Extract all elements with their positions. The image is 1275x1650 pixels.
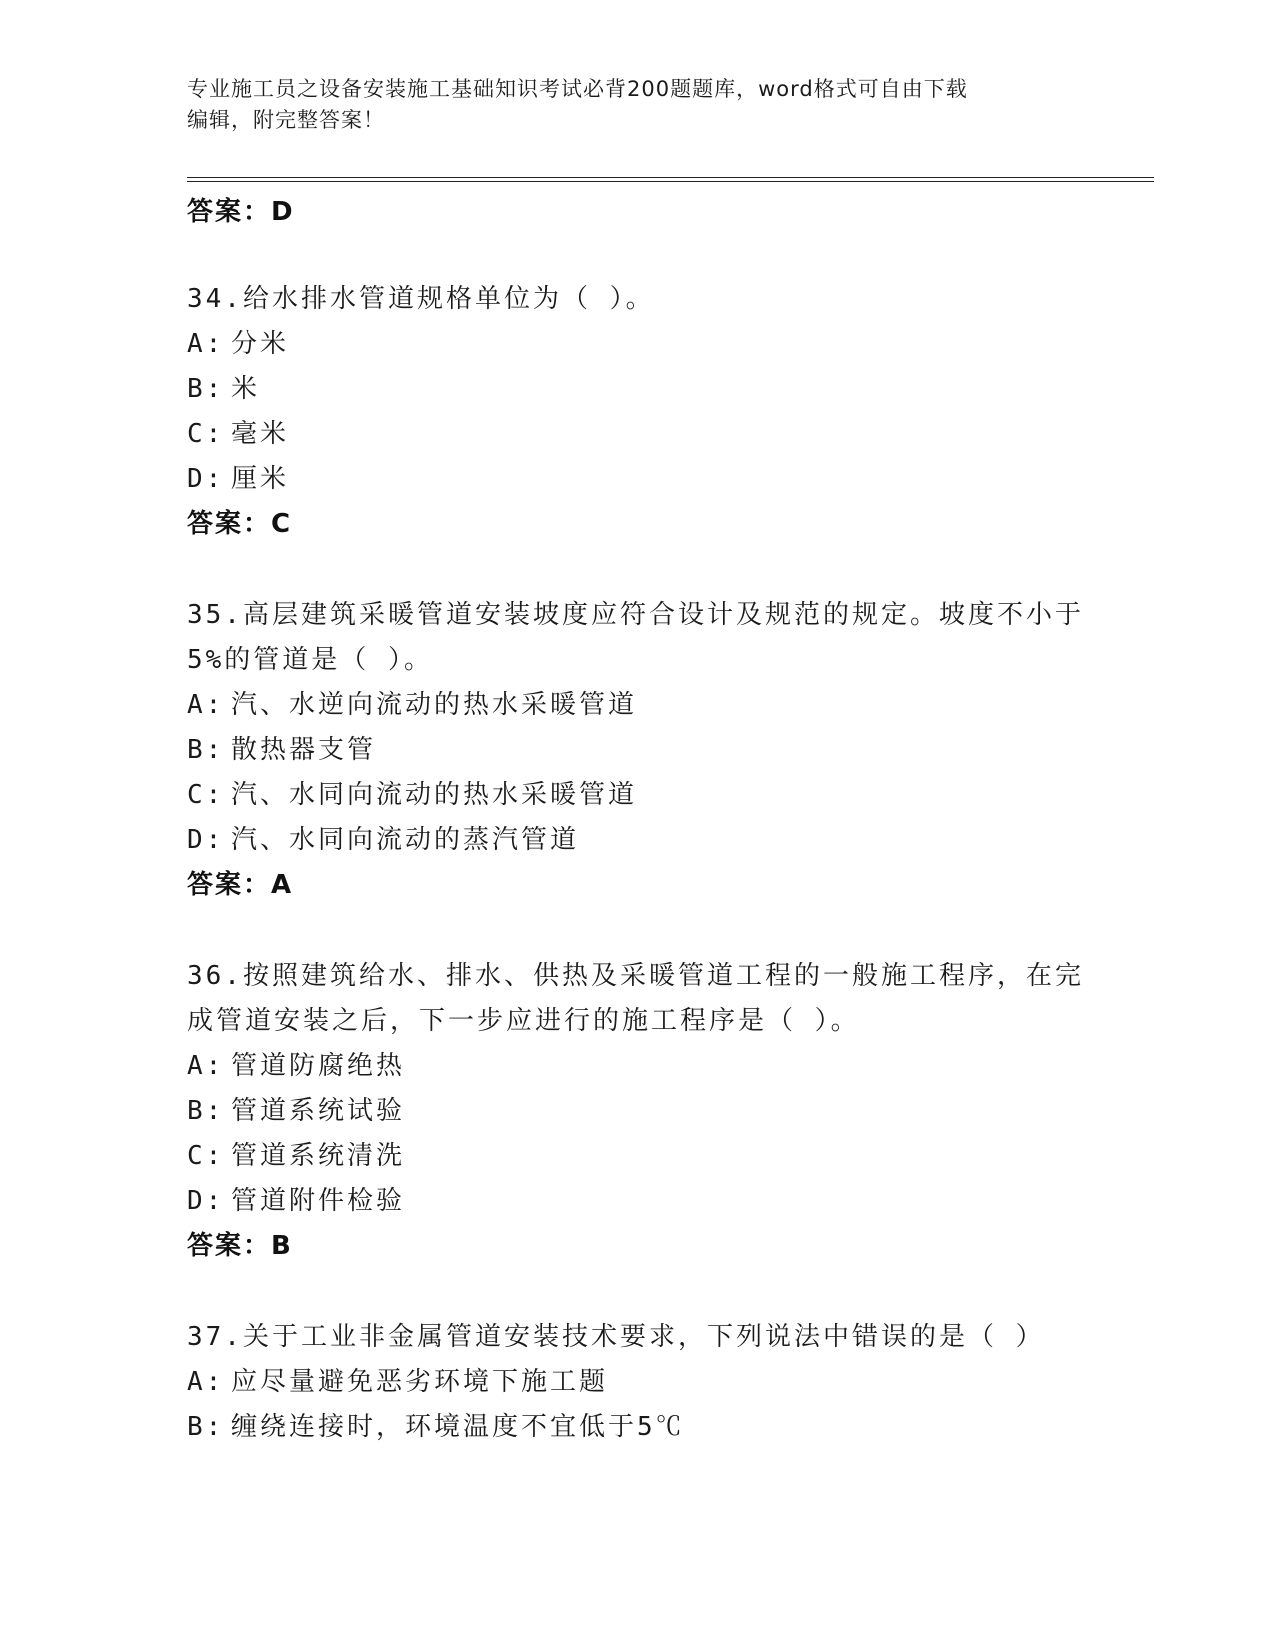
question-list: [187, 190, 1087, 1496]
question-37: [187, 1315, 1087, 1450]
question-34: [187, 277, 1087, 547]
option-text: 管道防腐绝热: [231, 1051, 406, 1081]
question-stem-continued: 成管道安装之后，下一步应进行的施工程序是（ ）。: [187, 1006, 860, 1036]
answer-label: 答案：: [187, 870, 272, 900]
option-text: 应尽量避免恶劣环境下施工题: [231, 1367, 609, 1397]
question-stem: 34.给水排水管道规格单位为（ ）。: [187, 284, 655, 314]
answer-label: 答案：: [187, 1231, 272, 1261]
header-title-line1: 专业施工员之设备安装施工基础知识考试必背200题题库，word格式可自由下载: [187, 77, 968, 101]
option-text: 分米: [231, 329, 290, 359]
option-text: 管道系统清洗: [231, 1141, 406, 1171]
answer-line: [187, 1224, 1087, 1269]
answer-value: C: [271, 509, 291, 539]
option-d: [187, 1179, 1087, 1224]
option-b: [187, 728, 1087, 773]
answer-line: [187, 502, 1087, 547]
option-key: C:: [187, 419, 225, 449]
option-a: [187, 1044, 1087, 1089]
option-key: B:: [187, 1412, 225, 1442]
option-c: [187, 412, 1087, 457]
option-a: [187, 1360, 1087, 1405]
option-text: 厘米: [231, 464, 290, 494]
option-a: [187, 322, 1087, 367]
option-c: [187, 773, 1087, 818]
answer-value: B: [271, 1231, 291, 1261]
question-stem-continued: 5%的管道是（ ）。: [187, 645, 433, 675]
header-divider: [187, 177, 1154, 182]
page-header: [187, 74, 1087, 136]
option-text: 毫米: [231, 419, 290, 449]
header-title-line2: 编辑，附完整答案！: [187, 108, 385, 132]
answer-label: 答案：: [187, 509, 272, 539]
option-text: 汽、水同向流动的蒸汽管道: [231, 825, 580, 855]
answer-line: [187, 863, 1087, 908]
option-d: [187, 818, 1087, 863]
option-c: [187, 1134, 1087, 1179]
option-key: B:: [187, 735, 225, 765]
option-key: C:: [187, 1141, 225, 1171]
answer-line: [187, 190, 1087, 235]
option-key: C:: [187, 780, 225, 810]
question-36: [187, 954, 1087, 1269]
question-35: [187, 593, 1087, 908]
option-key: D:: [187, 825, 225, 855]
option-key: A:: [187, 690, 225, 720]
option-key: B:: [187, 374, 225, 404]
option-key: A:: [187, 1367, 225, 1397]
question-stem: 36.按照建筑给水、排水、供热及采暖管道工程的一般施工程序，在完: [187, 961, 1084, 991]
option-text: 管道系统试验: [231, 1096, 406, 1126]
option-key: A:: [187, 329, 225, 359]
option-text: 管道附件检验: [231, 1186, 406, 1216]
option-b: [187, 367, 1087, 412]
question-stem: 35.高层建筑采暖管道安装坡度应符合设计及规范的规定。坡度不小于: [187, 600, 1084, 630]
option-text: 缠绕连接时，环境温度不宜低于5℃: [231, 1412, 685, 1442]
option-d: [187, 457, 1087, 502]
answer-value: D: [271, 197, 293, 227]
question-stem: 37.关于工业非金属管道安装技术要求，下列说法中错误的是（ ）: [187, 1322, 1045, 1352]
option-b: [187, 1405, 1087, 1450]
option-key: B:: [187, 1096, 225, 1126]
option-text: 散热器支管: [231, 735, 377, 765]
option-b: [187, 1089, 1087, 1134]
option-text: 汽、水逆向流动的热水采暖管道: [231, 690, 638, 720]
option-key: D:: [187, 1186, 225, 1216]
option-a: [187, 683, 1087, 728]
option-key: A:: [187, 1051, 225, 1081]
option-key: D:: [187, 464, 225, 494]
answer-value: A: [271, 870, 292, 900]
option-text: 米: [231, 374, 261, 404]
answer-label: 答案：: [187, 197, 272, 227]
option-text: 汽、水同向流动的热水采暖管道: [231, 780, 638, 810]
